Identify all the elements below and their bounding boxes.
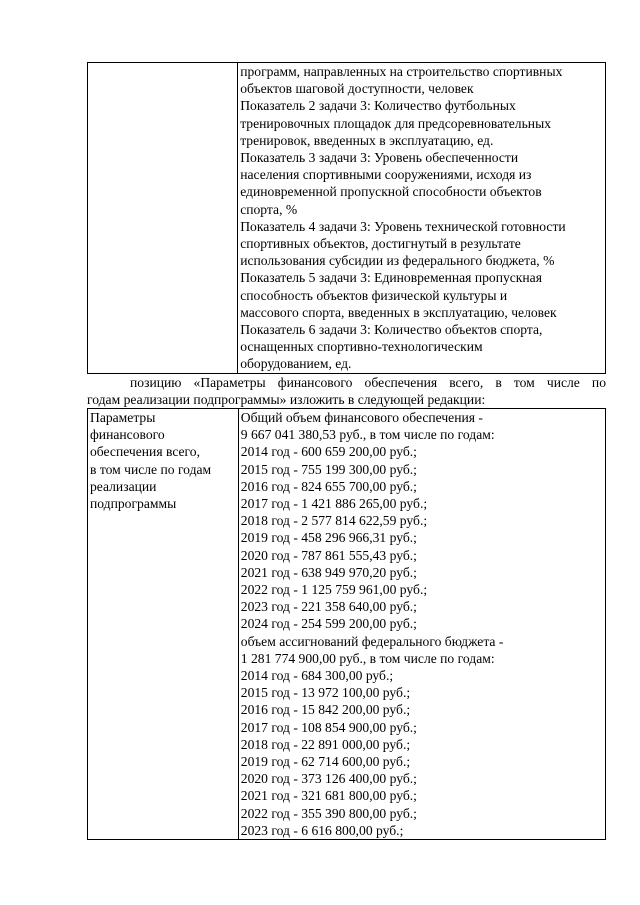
indicators-table-continued: [87, 62, 606, 374]
text-line: Показатель 3 задачи 3: Уровень обеспеченности: [240, 150, 519, 166]
text-line: Показатель 2 задачи 3: Количество футбольных: [240, 98, 516, 114]
paragraph-line: позицию «Параметры финансового обеспечения всего, в том числе по: [130, 375, 606, 390]
text-line: спортивных объектов, достигнутый в результате: [240, 236, 521, 252]
text-line: использования субсидии из федерального бюджета, %: [240, 253, 555, 269]
text-line: 2016 год - 824 655 700,00 руб.;: [240, 478, 417, 494]
empty-left-cell: [88, 63, 238, 374]
text-line: 2015 год - 755 199 300,00 руб.;: [240, 461, 417, 477]
text-line: Показатель 4 задачи 3: Уровень технической готовности: [240, 218, 566, 234]
text-line: единовременной пропускной способности объектов: [240, 184, 542, 200]
text-line: оборудованием, ед.: [240, 356, 352, 372]
text-line: 2020 год - 787 861 555,43 руб.;: [240, 547, 417, 563]
text-line: 2022 год - 355 390 800,00 руб.;: [240, 805, 417, 821]
text-line: Общий объем финансового обеспечения -: [240, 410, 483, 425]
text-line: подпрограммы: [90, 496, 177, 512]
text-line: 2014 год - 600 659 200,00 руб.;: [240, 444, 417, 460]
text-line: программ, направленных на строительство спортивных: [240, 64, 563, 79]
text-line: Параметры: [90, 410, 156, 425]
text-line: 2023 год - 6 616 800,00 руб.;: [240, 822, 404, 838]
text-line: 2017 год - 1 421 886 265,00 руб.;: [240, 496, 428, 512]
text-line: 9 667 041 380,53 руб., в том числе по годам:: [240, 427, 495, 443]
text-line: оснащенных спортивно-технологическим: [240, 339, 483, 355]
text-line: 2017 год - 108 854 900,00 руб.;: [240, 719, 417, 735]
text-line: тренировочных площадок для предсоревновательных: [240, 115, 551, 131]
text-line: 2021 год - 638 949 970,20 руб.;: [240, 564, 417, 580]
text-line: 2023 год - 221 358 640,00 руб.;: [240, 599, 417, 615]
indicators-cell: [238, 63, 606, 374]
text-line: обеспечения всего,: [90, 444, 200, 460]
text-line: в том числе по годам: [90, 461, 212, 477]
text-line: финансового: [90, 427, 165, 443]
table-row: [88, 409, 606, 840]
text-line: реализации: [90, 478, 157, 494]
text-line: тренировок, введенных в эксплуатацию, ед.: [240, 132, 494, 148]
text-line: населения спортивными сооружениями, исходя из: [240, 167, 532, 183]
text-line: 2024 год - 254 599 200,00 руб.;: [240, 616, 417, 632]
instruction-paragraph: [87, 374, 606, 408]
text-line: 2016 год - 15 842 200,00 руб.;: [240, 702, 411, 718]
text-line: 2019 год - 458 296 966,31 руб.;: [240, 530, 417, 546]
financing-values-cell: [238, 409, 605, 840]
text-line: массового спорта, введенных в эксплуатацию, человек: [240, 304, 557, 320]
table-row: [88, 63, 606, 374]
text-line: 2021 год - 321 681 800,00 руб.;: [240, 788, 417, 804]
parameter-name-cell: [88, 409, 239, 840]
text-line: 2014 год - 684 300,00 руб.;: [240, 668, 394, 684]
text-line: 2015 год - 13 972 100,00 руб.;: [240, 685, 411, 701]
text-line: способность объектов физической культуры и: [240, 287, 508, 303]
text-line: спорта, %: [240, 201, 298, 217]
financing-parameters-table: [87, 408, 606, 840]
text-line: 2018 год - 22 891 000,00 руб.;: [240, 736, 411, 752]
paragraph-line: годам реализации подпрограммы» изложить в следующей редакции:: [87, 392, 486, 407]
text-line: объектов шаговой доступности, человек: [240, 81, 474, 97]
text-line: 2022 год - 1 125 759 961,00 руб.;: [240, 582, 428, 598]
text-line: 2020 год - 373 126 400,00 руб.;: [240, 771, 417, 787]
text-line: 2018 год - 2 577 814 622,59 руб.;: [240, 513, 428, 529]
text-line: 1 281 774 900,00 руб., в том числе по годам:: [240, 650, 495, 666]
text-line: 2019 год - 62 714 600,00 руб.;: [240, 754, 411, 770]
text-line: объем ассигнований федерального бюджета -: [240, 633, 504, 649]
text-line: Показатель 6 задачи 3: Количество объектов спорта,: [240, 322, 543, 338]
text-line: Показатель 5 задачи 3: Единовременная пропускная: [240, 270, 542, 286]
